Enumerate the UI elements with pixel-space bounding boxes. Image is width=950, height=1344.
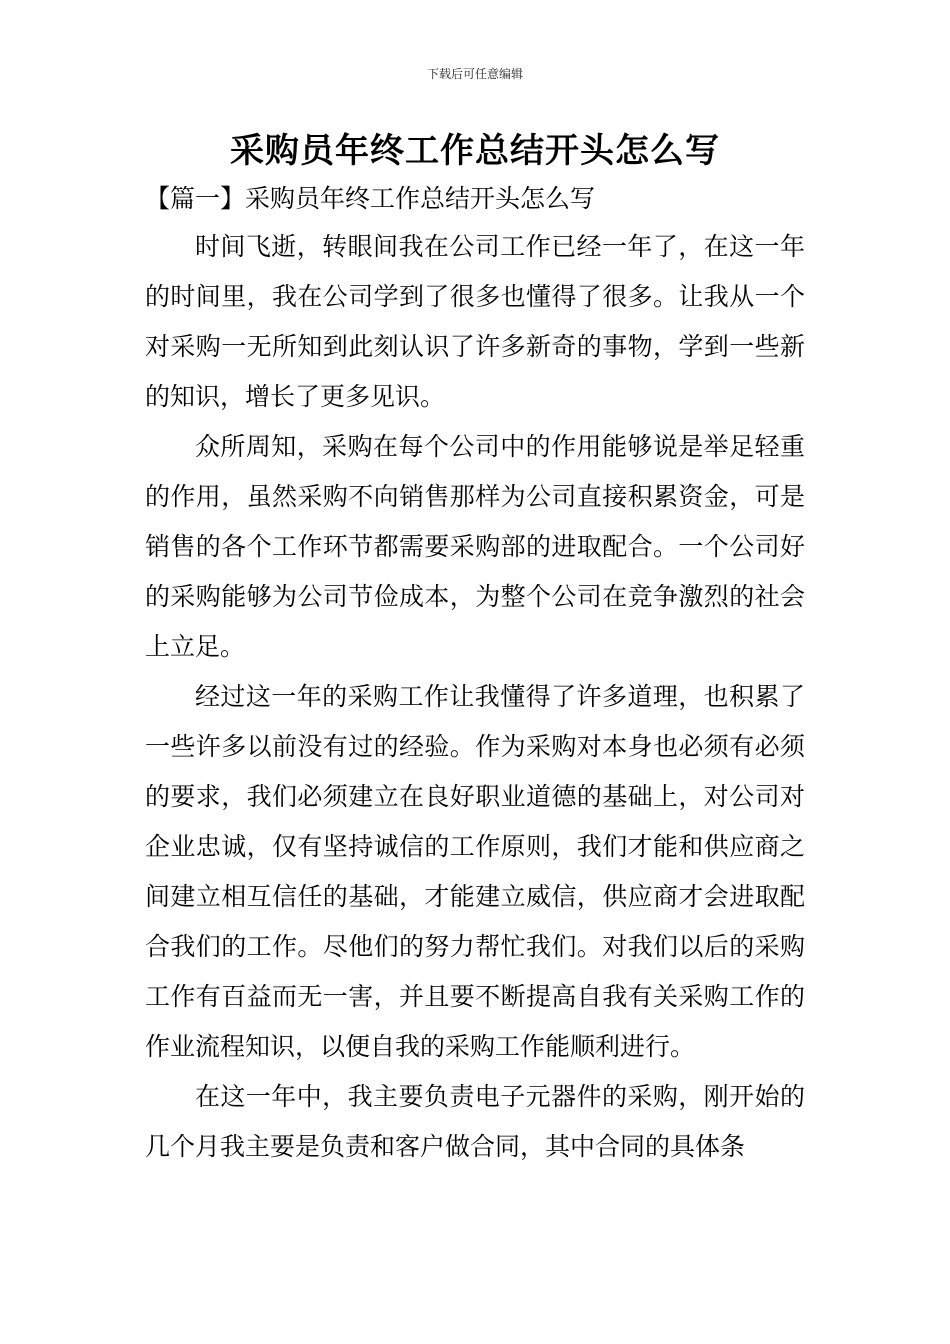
section-heading: 【篇一】采购员年终工作总结开头怎么写	[145, 184, 596, 213]
document-body	[145, 222, 805, 1172]
paragraph: 众所周知，采购在每个公司中的作用能够说是举足轻重的作用，虽然采购不向销售那样为公司直接积累资金，可是销售的各个工作环节都需要采购部的进取配合。一个公司好的采购能够为公司节俭成本，为整个公司在竞争激烈的社会上立足。	[145, 432, 805, 661]
paragraph: 时间飞逝，转眼间我在公司工作已经一年了，在这一年的时间里，我在公司学到了很多也懂得了很多。让我从一个对采购一无所知到此刻认识了许多新奇的事物，学到一些新的知识，增长了更多见识。	[145, 232, 805, 411]
header-note: 下载后可任意编辑	[426, 67, 523, 81]
paragraph: 经过这一年的采购工作让我懂得了许多道理，也积累了一些许多以前没有过的经验。作为采购对本身也必须有必须的要求，我们必须建立在良好职业道德的基础上，对公司对企业忠诚，仅有坚持诚信的工作原则，我们才能和供应商之间建立相互信任的基础，才能建立威信，供应商才会进取配合我们的工作。尽他们的努力帮忙我们。对我们以后的采购工作有百益而无一害，并且要不断提高自我有关采购工作的作业流程知识，以便自我的采购工作能顺利进行。	[145, 682, 805, 1061]
document-title: 采购员年终工作总结开头怎么写	[230, 131, 720, 171]
paragraph: 在这一年中，我主要负责电子元器件的采购，刚开始的几个月我主要是负责和客户做合同，其中合同的具体条	[145, 1082, 805, 1161]
